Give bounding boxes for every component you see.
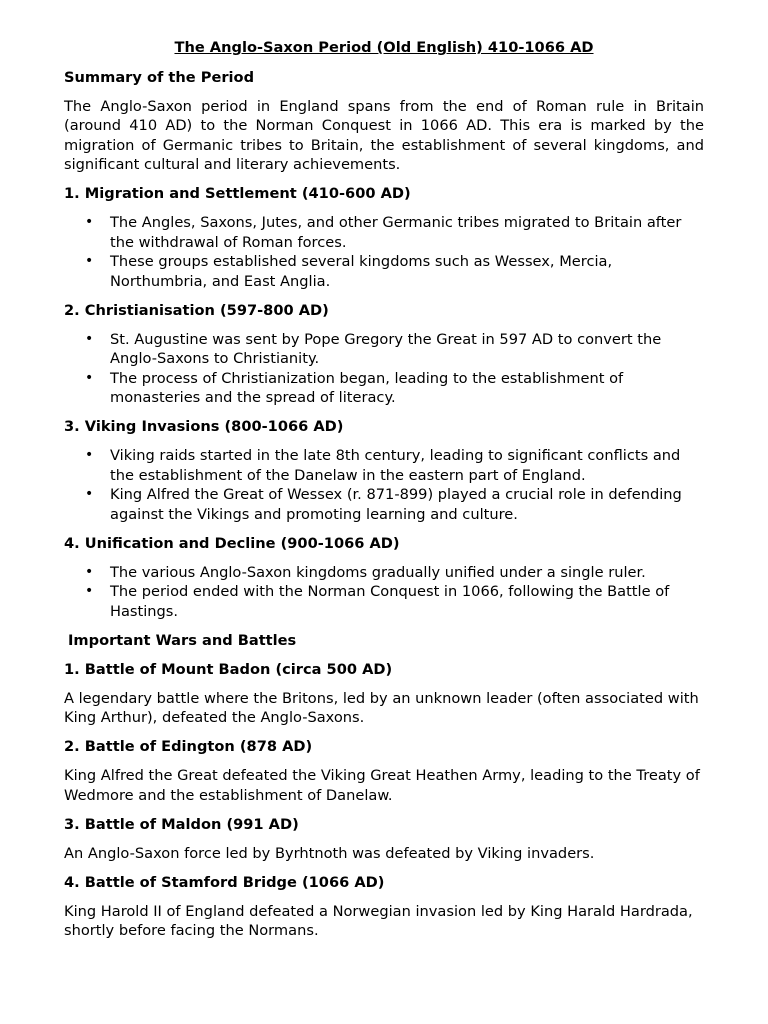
bullet-icon: • [85, 369, 94, 386]
battle-text-stamford-bridge: King Harold II of England defeated a Norwegian invasion led by King Harald Hardrada, shortly before facing the Normans. [64, 902, 693, 939]
summary-paragraph: The Anglo-Saxon period in England spans from the end of Roman rule in Britain (around 410 AD) to the Norman Conquest in 1066 AD. This era is marked by the migration of Germanic tribes to Britain, the establishment of several kingdoms, and significant cultural and literary achievements. [64, 97, 704, 173]
bullet-list-christianisation [64, 330, 704, 408]
bullet-list-viking-invasions [64, 446, 704, 524]
battle-heading-edington: 2. Battle of Edington (878 AD) [64, 738, 313, 755]
battle-heading-mount-badon: 1. Battle of Mount Badon (circa 500 AD) [64, 660, 393, 678]
list-item [64, 330, 704, 369]
list-item [64, 563, 704, 583]
list-item-text: These groups established several kingdoms such as Wessex, Mercia, Northumbria, and East Anglia. [110, 253, 613, 290]
list-item [64, 252, 704, 291]
list-item [64, 485, 704, 524]
list-item [64, 582, 704, 621]
bullet-icon: • [85, 214, 94, 230]
list-item [64, 213, 704, 252]
bullet-icon: • [85, 563, 94, 580]
section-heading-migration: 1. Migration and Settlement (410-600 AD) [64, 185, 411, 202]
document-title: The Anglo-Saxon Period (Old English) 410-1066 AD [174, 39, 594, 56]
document-page [64, 38, 704, 950]
battle-text-maldon: An Anglo-Saxon force led by Byrhtnoth was defeated by Viking invaders. [64, 844, 595, 862]
list-item [64, 446, 704, 485]
list-item-text: The process of Christianization began, leading to the establishment of monasteries and the spread of literacy. [110, 369, 624, 406]
section-heading-christianisation: 2. Christianisation (597-800 AD) [64, 301, 329, 319]
bullet-icon: • [85, 486, 94, 502]
section-heading-unification: 4. Unification and Decline (900-1066 AD) [64, 534, 400, 552]
list-item-text: King Alfred the Great of Wessex (r. 871-899) played a crucial role in defending against the Vikings and promoting learning and culture. [110, 486, 682, 523]
battle-text-mount-badon: A legendary battle where the Britons, led by an unknown leader (often associated with King Arthur), defeated the Anglo-Saxons. [64, 689, 699, 726]
list-item-text: The Angles, Saxons, Jutes, and other Germanic tribes migrated to Britain after the withdrawal of Roman forces. [110, 214, 682, 251]
wars-heading: Important Wars and Battles [68, 631, 297, 649]
bullet-icon: • [85, 253, 94, 269]
bullet-list-unification [64, 563, 704, 622]
bullet-icon: • [85, 330, 94, 347]
list-item-text: The period ended with the Norman Conquest in 1066, following the Battle of Hastings. [110, 583, 670, 620]
bullet-icon: • [85, 447, 94, 463]
list-item-text: St. Augustine was sent by Pope Gregory the Great in 597 AD to convert the Anglo-Saxons to Christianity. [110, 330, 662, 367]
battle-heading-stamford-bridge: 4. Battle of Stamford Bridge (1066 AD) [64, 873, 385, 891]
battle-heading-maldon: 3. Battle of Maldon (991 AD) [64, 815, 299, 833]
battle-text-edington: King Alfred the Great defeated the Viking Great Heathen Army, leading to the Treaty of Wedmore and the establishment of Danelaw. [64, 767, 700, 804]
list-item [64, 369, 704, 408]
bullet-list-migration [64, 213, 704, 291]
list-item-text: Viking raids started in the late 8th century, leading to significant conflicts and the establishment of the Danelaw in the eastern part of England. [110, 447, 681, 484]
bullet-icon: • [85, 583, 94, 599]
summary-heading: Summary of the Period [64, 68, 255, 86]
list-item-text: The various Anglo-Saxon kingdoms gradually unified under a single ruler. [110, 563, 646, 581]
section-heading-viking-invasions: 3. Viking Invasions (800-1066 AD) [64, 418, 344, 435]
